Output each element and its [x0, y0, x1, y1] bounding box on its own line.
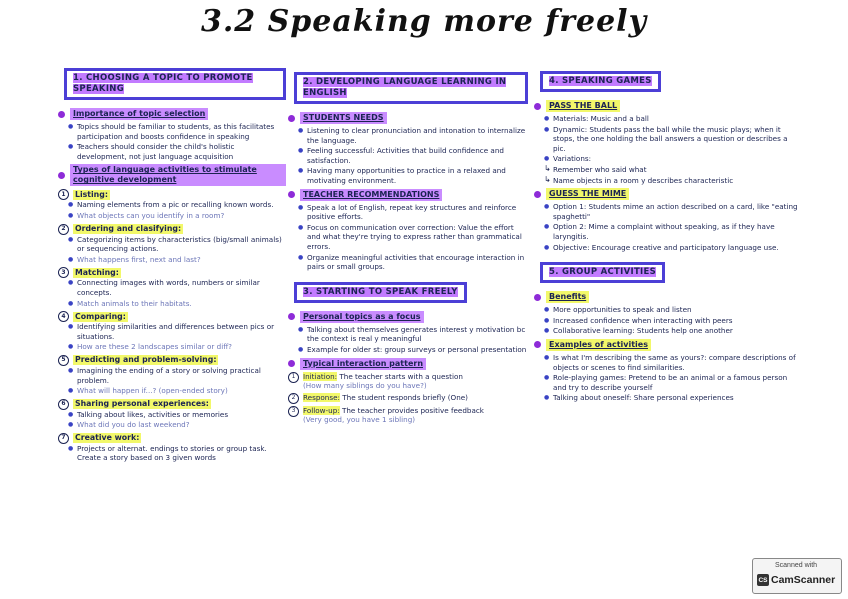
list-item: ● Connecting images with words, numbers or similar concepts. [68, 278, 286, 297]
list-item: ● Objective: Encourage creative and participatory language use. [544, 243, 798, 253]
subheading-examples [534, 339, 798, 351]
number-2-icon: 2 [58, 224, 69, 235]
pattern-label: Initiation: [303, 371, 338, 381]
bullet-dot-icon [534, 294, 541, 301]
list-item: ● Talking about themselves generates interest y motivation bc the context is real y meaningful [298, 325, 528, 344]
type-listing [58, 189, 286, 220]
subheading-benefits [534, 291, 798, 303]
list-item: ● Increased confidence when interacting with peers [544, 316, 798, 326]
subheading-text: Typical interaction pattern [300, 358, 426, 370]
number-2-icon: 2 [288, 393, 299, 404]
list-item: ● More opportunities to speak and listen [544, 305, 798, 315]
subheading-text: Benefits [546, 291, 589, 303]
number-7-icon: 7 [58, 433, 69, 444]
column-3 [534, 68, 798, 405]
type-creative [58, 433, 286, 463]
number-3-icon: 3 [58, 267, 69, 278]
type-label: Ordering and clasifying: [75, 224, 182, 234]
list-item: ● Topics should be familiar to students, as this facilitates participation and boosts confidence in speaking [68, 122, 286, 141]
bullet-dot-icon [58, 111, 65, 118]
type-label: Predicting and problem-solving: [75, 355, 217, 365]
subheading-text: GUESS THE MIME [546, 188, 629, 200]
bullet-dot-icon [58, 172, 65, 179]
camscanner-logo-icon: CS [757, 574, 769, 586]
personal-topics-list [288, 325, 528, 355]
example-question: ● How are these 2 landscapes similar or diff? [68, 342, 286, 352]
example-question: ● What happens first, next and last? [68, 255, 286, 265]
section-heading-2 [294, 72, 528, 104]
section-heading-1-text: 1. CHOOSING A TOPIC TO PROMOTE SPEAKING [73, 73, 253, 94]
list-item: ● Focus on communication over correction: Value the effort and what they're trying to express rather than grammatical errors. [298, 223, 528, 252]
list-item: ● Naming elements from a pic or recalling known words. [68, 200, 286, 210]
list-item: ● Talking about likes, activities or memories [68, 410, 286, 420]
type-predicting [58, 355, 286, 396]
subheading-personal-topics [288, 311, 528, 323]
list-item: ● Categorizing items by characteristics (big/small animals) or sequencing actions. [68, 235, 286, 254]
subheading-text: PASS THE BALL [546, 100, 620, 112]
bullet-dot-icon [534, 191, 541, 198]
section-heading-1 [64, 68, 286, 100]
pattern-response [288, 393, 528, 404]
type-label: Comparing: [75, 311, 126, 321]
bullet-dot-icon [534, 341, 541, 348]
number-4-icon: 4 [58, 311, 69, 322]
type-label: Creative work: [75, 433, 140, 443]
type-comparing [58, 311, 286, 352]
subheading-pass-the-ball [534, 100, 798, 112]
pattern-label: Response: [303, 392, 340, 402]
section-heading-2-text: 2. DEVELOPING LANGUAGE LEARNING IN ENGLISH [303, 77, 507, 98]
list-item: ● Materials: Music and a ball [544, 114, 798, 124]
list-item: ● Collaborative learning: Students help one another [544, 326, 798, 336]
number-5-icon: 5 [58, 355, 69, 366]
list-item: ● Having many opportunities to practice in a relaxed and motivating environment. [298, 166, 528, 185]
list-item: ● Option 2: Mime a complaint without speaking, as if they have laryngitis. [544, 222, 798, 241]
subheading-text: Examples of activities [546, 339, 651, 351]
topic-selection-list [58, 122, 286, 161]
pattern-follow-up [288, 406, 528, 425]
pattern-text: The teacher provides positive feedback [341, 405, 484, 415]
subheading-guess-the-mime [534, 188, 798, 200]
pattern-text: The student responds briefly (One) [342, 392, 468, 402]
pattern-initiation [288, 372, 528, 391]
watermark-brand: CamScanner [771, 574, 836, 586]
list-item: ● Projects or alternat. endings to stories or group task. Create a story based on 3 given words [68, 444, 286, 463]
guess-the-mime-list [534, 202, 798, 252]
section-heading-5 [540, 262, 665, 283]
subheading-activity-types [58, 164, 286, 186]
column-1 [58, 68, 286, 465]
subheading-topic-selection [58, 108, 286, 120]
type-label: Matching: [75, 267, 119, 277]
list-item: ● Identifying similarities and differences between pics or situations. [68, 322, 286, 341]
variation-item: ↳ Remember who said what [544, 165, 798, 175]
list-item: ● Speak a lot of English, repeat key structures and reinforce positive efforts. [298, 203, 528, 222]
column-2 [288, 72, 528, 425]
subheading-students-needs [288, 112, 528, 124]
bullet-dot-icon [288, 313, 295, 320]
section-heading-4-text: 4. SPEAKING GAMES [549, 76, 652, 86]
type-sharing [58, 399, 286, 430]
example-question: ● What did you do last weekend? [68, 420, 286, 430]
section-heading-4 [540, 71, 661, 92]
bullet-dot-icon [288, 115, 295, 122]
list-item: ● Example for older st: group surveys or personal presentation [298, 345, 528, 355]
pattern-example: (How many siblings do you have?) [303, 381, 427, 391]
example-question: ● Match animals to their habitats. [68, 299, 286, 309]
page-title: 3.2 Speaking more freely [200, 4, 648, 39]
list-item: ● Feeling successful: Activities that build confidence and satisfaction. [298, 146, 528, 165]
subheading-text: TEACHER RECOMMENDATIONS [300, 189, 442, 201]
variation-item: ↳ Name objects in a room y describes characteristic [544, 176, 798, 186]
example-question: ● What objects can you identify in a room? [68, 211, 286, 221]
pattern-text: The teacher starts with a question [339, 371, 463, 381]
type-label: Sharing personal experiences: [75, 399, 209, 409]
list-item: ● Imagining the ending of a story or solving practical problem. [68, 366, 286, 385]
number-3-icon: 3 [288, 406, 299, 417]
camscanner-watermark [752, 558, 842, 594]
list-item: ● Variations: [544, 154, 798, 164]
examples-list [534, 353, 798, 403]
list-item: ● Option 1: Students mime an action described on a card, like "eating spaghetti" [544, 202, 798, 221]
type-label: Listing: [75, 189, 108, 199]
students-needs-list [288, 126, 528, 186]
subheading-interaction-pattern [288, 358, 528, 370]
number-1-icon: 1 [288, 372, 299, 383]
watermark-caption: Scanned with [775, 562, 818, 569]
example-question: ● What will happen if...? (open-ended story) [68, 386, 286, 396]
benefits-list [534, 305, 798, 336]
pass-the-ball-list [534, 114, 798, 185]
list-item: ● Dynamic: Students pass the ball while the music plays; when it stops, the one holding the ball answers a question or describes a pic. [544, 125, 798, 154]
list-item: ● Organize meaningful activities that encourage interaction in pairs or small groups. [298, 253, 528, 272]
bullet-dot-icon [534, 103, 541, 110]
list-item: ● Teachers should consider the child's holistic development, not just language acquisition [68, 142, 286, 161]
section-heading-3-text: 3. STARTING TO SPEAK FREELY [303, 286, 458, 297]
number-6-icon: 6 [58, 399, 69, 410]
pattern-example: (Very good, you have 1 sibling) [303, 415, 416, 425]
list-item: ● Is what I'm describing the same as yours?: compare descriptions of objects or scenes to find similarities. [544, 353, 798, 372]
list-item: ● Listening to clear pronunciation and intonation to internalize the language. [298, 126, 528, 145]
type-matching [58, 267, 286, 308]
number-1-icon: 1 [58, 189, 69, 200]
section-heading-3 [294, 282, 467, 303]
section-heading-5-text: 5. GROUP ACTIVITIES [549, 267, 657, 278]
bullet-dot-icon [288, 360, 295, 367]
list-item: ● Role-playing games: Pretend to be an animal or a famous person and try to describe yourself [544, 373, 798, 392]
subheading-text: Types of language activities to stimulate cognitive development [70, 164, 286, 186]
bullet-dot-icon [288, 191, 295, 198]
type-ordering [58, 224, 286, 265]
pattern-label: Follow-up: [303, 405, 340, 415]
subheading-text: Personal topics as a focus [300, 311, 424, 323]
subheading-teacher-recommendations [288, 189, 528, 201]
teacher-recommendations-list [288, 203, 528, 272]
subheading-text: STUDENTS NEEDS [300, 112, 387, 124]
list-item: ● Talking about oneself: Share personal experiences [544, 393, 798, 403]
subheading-text: Importance of topic selection [70, 108, 208, 120]
